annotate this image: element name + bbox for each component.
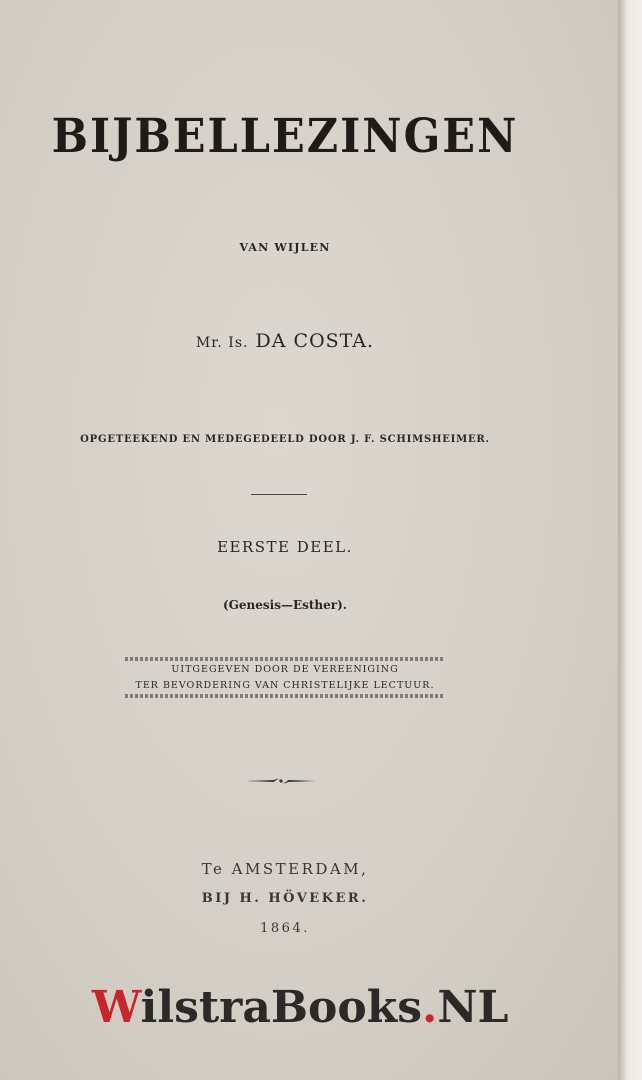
publisher-line-1: UITGEGEVEN DOOR DE VEREENIGING	[171, 664, 399, 675]
imprint-city: Te AMSTERDAM,	[201, 860, 369, 878]
author	[0, 330, 570, 352]
watermark-logo	[92, 982, 508, 1033]
divider-rule	[251, 494, 307, 495]
publisher-line-2: TER BEVORDERING VAN CHRISTELIJKE LECTUUR.	[135, 680, 435, 691]
page-edge	[618, 0, 642, 1080]
wavy-rule-top	[125, 657, 445, 661]
volume-range: (Genesis—Esther).	[223, 598, 347, 612]
watermark-dot: .	[422, 982, 438, 1033]
author-prefix: Mr. Is.	[195, 335, 249, 351]
van-wijlen: VAN WIJLEN	[239, 241, 331, 254]
watermark-first-letter: W	[92, 982, 141, 1033]
author-name: DA COSTA.	[255, 330, 375, 352]
ornament-icon	[244, 775, 318, 787]
imprint-year: 1864.	[260, 921, 310, 936]
volume: EERSTE DEEL.	[217, 538, 353, 556]
wavy-rule-bottom	[125, 694, 445, 698]
book-title: BIJBELLEZINGEN	[51, 110, 519, 164]
recorded-by: OPGETEEKEND EN MEDEGEDEELD DOOR J. F. SCHIMSHEIMER.	[80, 434, 490, 445]
imprint-printer: BIJ H. HÖVEKER.	[201, 891, 369, 906]
watermark-rest: ilstraBooks	[140, 982, 422, 1033]
watermark-tld: NL	[437, 982, 509, 1033]
